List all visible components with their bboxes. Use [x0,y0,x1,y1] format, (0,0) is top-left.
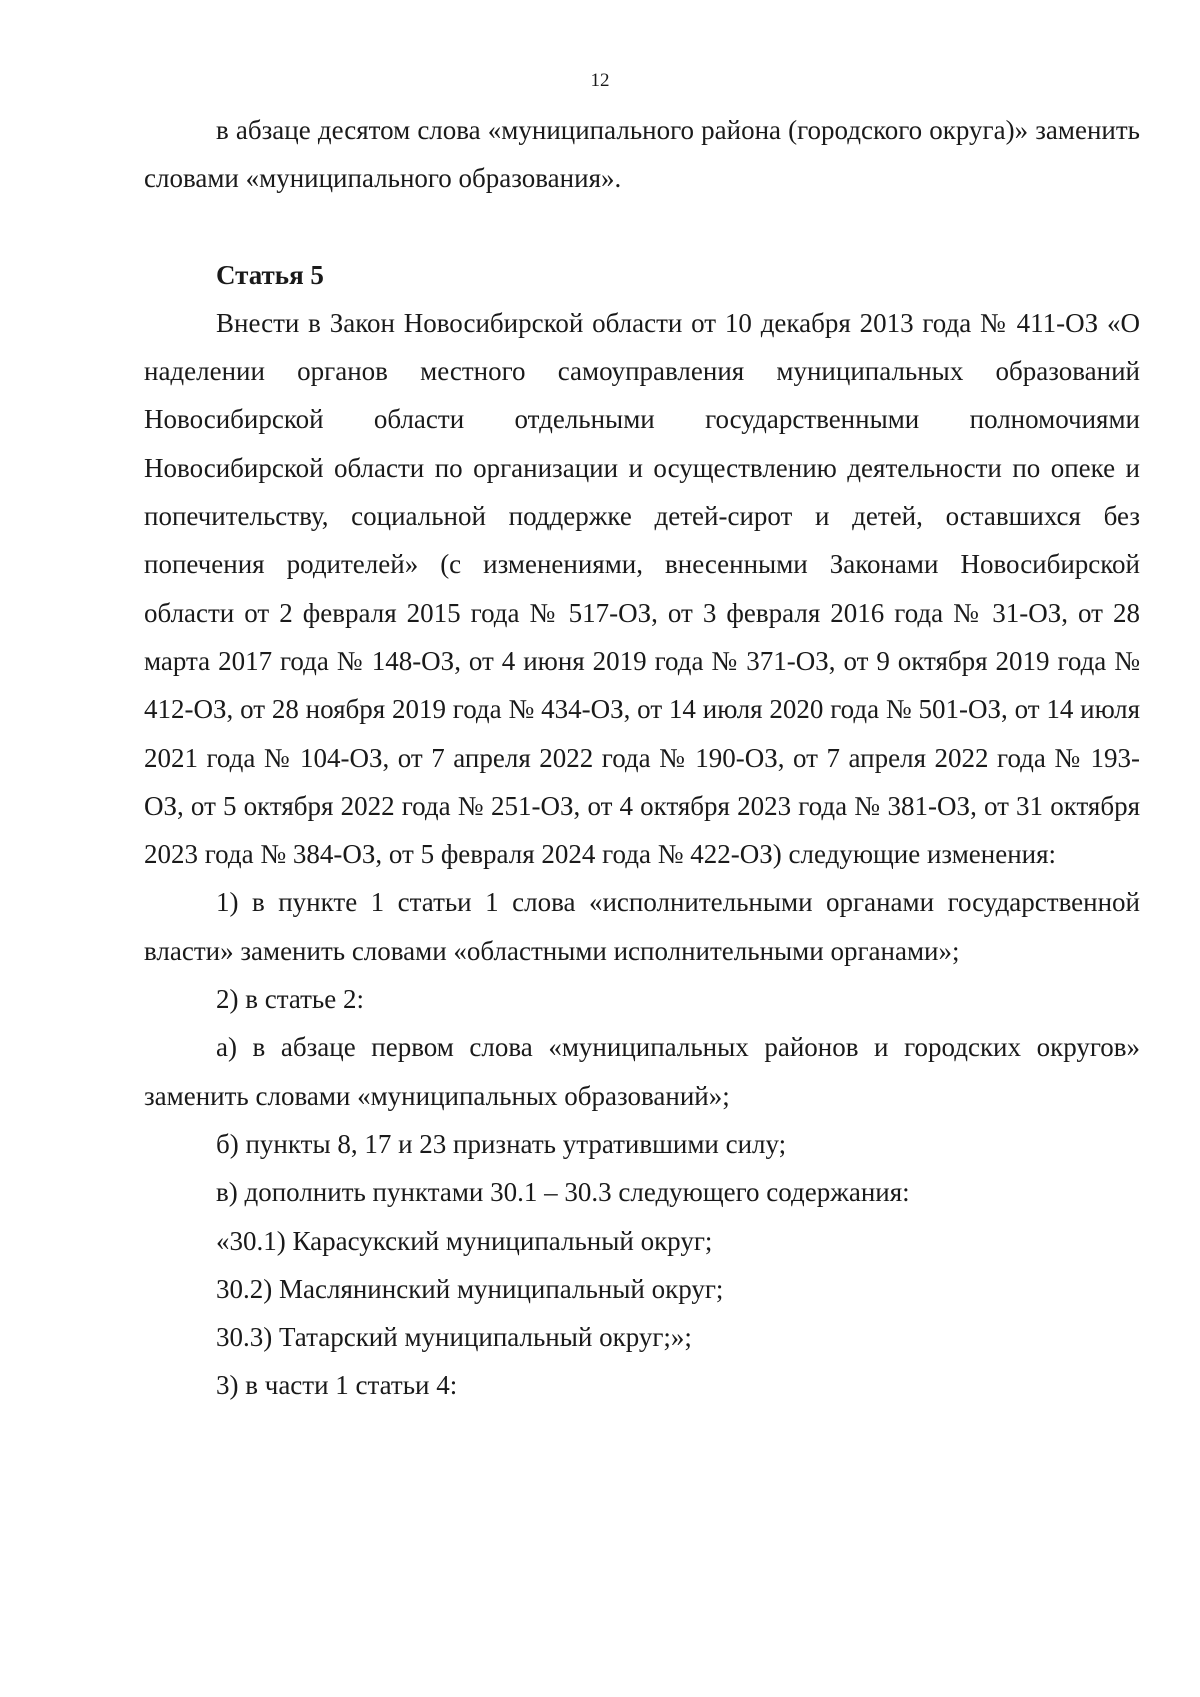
subitem-b-paragraph: б) пункты 8, 17 и 23 признать утратившими силу; [216,1128,787,1159]
subitem-v-paragraph: в) дополнить пунктами 30.1 – 30.3 следующего содержания: [216,1177,910,1208]
item-2-paragraph: 2) в статье 2: [216,984,364,1015]
list-item-30-3: 30.3) Татарский муниципальный округ;»; [216,1322,692,1353]
subitem-a-paragraph: а) в абзаце первом слова «муниципальных районов и городских округов» заменить словами «муниципальных образований»; [144,1032,1140,1111]
page-number: 12 [590,70,610,91]
item-3-paragraph: 3) в части 1 статьи 4: [216,1370,458,1401]
amendment-intro-paragraph: Внести в Закон Новосибирской области от 10 декабря 2013 года № 411-ОЗ «О наделении органов местного самоуправления муниципальных образований Новосибирской области отдельными государственными полномочиями Новосибирской области по организации и осуществлению деятельности по опеке и попечительству, социальной поддержке детей-сирот и детей, оставшихся без попечения родителей» (с изменениями, внесенными Законами Новосибирской области от 2 февраля 2015 года № 517-ОЗ, от 3 февраля 2016 года № 31-ОЗ, от 28 марта 2017 года № 148-ОЗ, от 4 июня 2019 года № 371-ОЗ, от 9 октября 2019 года № 412-ОЗ, от 28 ноября 2019 года № 434-ОЗ, от 14 июля 2020 года № 501-ОЗ, от 14 июля 2021 года № 104-ОЗ, от 7 апреля 2022 года № 190-ОЗ, от 7 апреля 2022 года № 193-ОЗ, от 5 октября 2022 года № 251-ОЗ, от 4 октября 2023 года № 381-ОЗ, от 31 октября 2023 года № 384-ОЗ, от 5 февраля 2024 года № 422-ОЗ) следующие изменения: [144,307,1140,870]
document-body [144,106,1140,1410]
article-heading: Статья 5 [216,259,324,290]
list-item-30-1: «30.1) Карасукский муниципальный округ; [216,1225,713,1256]
item-1-paragraph: 1) в пункте 1 статьи 1 слова «исполнительными органами государственной власти» заменить словами «областными исполнительными органами»; [144,887,1140,966]
intro-paragraph: в абзаце десятом слова «муниципального района (городского округа)» заменить словами «муниципального образования». [144,115,1140,194]
list-item-30-2: 30.2) Маслянинский муниципальный округ; [216,1273,724,1304]
